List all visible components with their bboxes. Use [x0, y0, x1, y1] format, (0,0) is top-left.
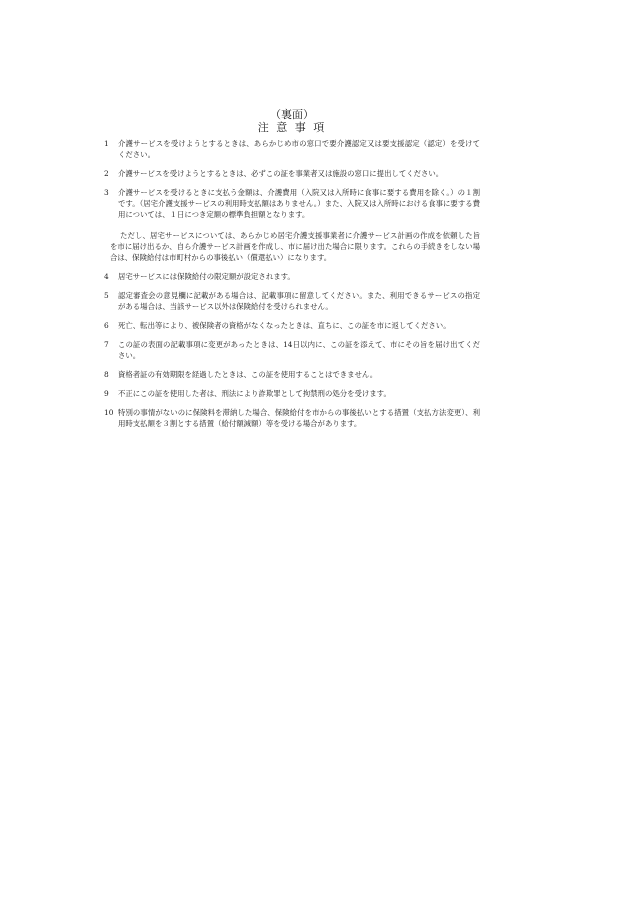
item-text: 特別の事情がないのに保険料を滞納した場合、保険給付を市からの事後払いとする措置（支払方法変更）、利用時支払額を３割とする措置（給付額減額）等を受ける場合があります。	[118, 408, 480, 428]
item-number: 2	[104, 169, 109, 178]
item-text: 居宅サービスには保険給付の限定額が設定されます。	[118, 272, 295, 281]
notice-item-3	[104, 187, 480, 220]
item-number: 6	[104, 321, 109, 330]
notice-heading: 注 意 事 項	[257, 121, 327, 134]
item-number: 1	[104, 139, 109, 148]
back-side-title: （裏面）	[270, 108, 314, 121]
notice-item-5	[104, 290, 480, 312]
notice-section	[104, 108, 480, 437]
item-number: 8	[104, 370, 109, 379]
item-text: この証の表面の記載事項に変更があったときは、14日以内に、この証を添えて、市にその旨を届け出てください。	[118, 340, 480, 360]
item-number: 5	[104, 291, 109, 300]
notice-item-9	[104, 388, 480, 399]
item-text: 死亡、転出等により、被保険者の資格がなくなったときは、直ちに、この証を市に返してください。	[118, 321, 451, 330]
item-number: 10	[104, 408, 114, 417]
notice-item-7	[104, 339, 480, 361]
item-number: 7	[104, 340, 109, 349]
item-number: 4	[104, 272, 109, 281]
notice-item-2	[104, 168, 480, 179]
item-number: 9	[104, 389, 109, 398]
notice-item-6	[104, 320, 480, 331]
notice-item-10	[104, 407, 480, 429]
item-text: 資格者証の有効期限を経過したときは、この証を使用することはできません。	[118, 370, 378, 379]
item-text: 認定審査会の意見欄に記載がある場合は、記載事項に留意してください。また、利用できるサービスの指定がある場合は、当該サービス以外は保険給付を受けられません。	[118, 291, 480, 311]
item-number: 3	[104, 188, 109, 197]
notice-item-8	[104, 369, 480, 380]
item-text: 介護サービスを受けようとするときは、あらかじめ市の窓口で要介護認定又は要支援認定（認定）を受けてください。	[118, 139, 480, 159]
notice-item-1	[104, 138, 480, 160]
item-text: 介護サービスを受けようとするときは、必ずこの証を事業者又は施設の窓口に提出してください。	[118, 169, 444, 178]
item-3-proviso: ただし、居宅サービスについては、あらかじめ居宅介護支援事業者に介護サービス計画の作成を依頼した旨を市に届け出るか、自ら介護サービス計画を作成し、市に届け出た場合に限ります。これらの手続きをしない場合は、保険給付は市町村からの事後払い（償還払い）になります。	[110, 231, 480, 262]
notice-item-4	[104, 271, 480, 282]
item-text: 介護サービスを受けるときに支払う金額は、介護費用（入院又は入所時に食事に要する費用を除く。）の１割です。（居宅介護支援サービスの利用時支払額はありません。）また、入院又は入所時における食事に要する費用については、１日につき定額の標準負担額となります。	[118, 188, 480, 219]
item-text: 不正にこの証を使用した者は、刑法により詐欺罪として拘禁刑の処分を受けます。	[118, 389, 391, 398]
